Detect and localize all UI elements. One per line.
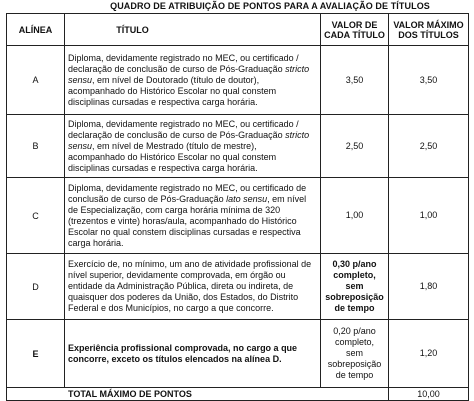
row-valor-max: 1,00: [389, 178, 469, 254]
description-line: sensu, em nível de Doutorado (título de doutor),: [68, 74, 260, 85]
description-line: de Especialização, com carga horária mínima de 320: [68, 204, 281, 215]
table-title: QUADRO DE ATRIBUIÇÃO DE PONTOS PARA A AVALIAÇÃO DE TÍTULOS: [110, 1, 430, 11]
table-row: [7, 320, 469, 388]
description-line: Diploma, devidamente registrado no MEC, ou certificado /: [68, 118, 299, 129]
description-line: conclusão de curso de Pós-Graduação lato sensu, em nível: [68, 193, 307, 204]
row-alinea: D: [7, 254, 65, 320]
description-line: acompanhado do Histórico Escolar no qual constem: [68, 151, 277, 162]
valor-line: sem: [345, 281, 364, 291]
valor-line: completo,: [334, 337, 375, 347]
row-valor-max: 3,50: [389, 46, 469, 115]
valor-line: sem: [345, 348, 363, 358]
valor-line: 0,20 p/ano: [333, 326, 376, 336]
row-valor-max: 2,50: [389, 115, 469, 178]
row-description: [65, 115, 321, 178]
table-body: [7, 46, 469, 401]
valor-line: sobreposição: [327, 359, 382, 369]
row-alinea: A: [7, 46, 65, 115]
valor-line: de tempo: [335, 370, 374, 380]
row-alinea: E: [7, 320, 65, 388]
total-row: [7, 388, 469, 401]
row-alinea: C: [7, 178, 65, 254]
row-alinea: B: [7, 115, 65, 178]
header-titulo-text: TÍTULO: [116, 24, 149, 35]
description-line: acompanhado do Histórico Escolar no qual constem: [68, 85, 277, 96]
table-row: [7, 254, 469, 320]
header-valor-cada: VALOR DE CADA TÍTULO: [321, 14, 389, 46]
description-line: sensu, em nível de Mestrado (título de mestre),: [68, 140, 257, 151]
description-line: disciplinas cursadas e respectiva carga horária.: [68, 96, 258, 107]
row-description: [65, 254, 321, 320]
description-line: concorre, exceto os títulos elencados na alínea D.: [68, 353, 282, 364]
row-valor-cada: 2,50: [321, 115, 389, 178]
table-row: [7, 46, 469, 115]
header-valor-max: VALOR MÁXIMO DOS TÍTULOS: [389, 14, 469, 46]
description-line: Escolar no qual constem disciplinas cursadas e respectiva: [68, 226, 301, 237]
valor-line: sobreposição: [325, 292, 384, 302]
points-table: [6, 13, 469, 401]
header-titulo: [65, 14, 321, 46]
row-valor-cada: 3,50: [321, 46, 389, 115]
description-line: Diploma, devidamente registrado no MEC, ou certificado de: [68, 182, 307, 193]
description-line: (trezentos e vinte) horas/aula, acompanhado do Histórico: [68, 215, 297, 226]
valor-line: completo,: [333, 270, 376, 280]
valor-line: de tempo: [334, 303, 375, 313]
description-line: Exercício de, no mínimo, um ano de atividade profissional de: [68, 259, 312, 269]
table-row: [7, 115, 469, 178]
description-line: Diploma, devidamente registrado no MEC, ou certificado /: [68, 52, 299, 63]
description-line: carga horária.: [68, 237, 124, 248]
row-valor-max: 1,80: [389, 254, 469, 320]
row-description: [65, 46, 321, 115]
description-line: nível superior, devidamente comprovada, em órgão ou: [68, 270, 286, 280]
description-line: entidade da Administração Pública, direta ou indireta, de: [68, 281, 294, 291]
row-description: [65, 320, 321, 388]
row-valor-cada: 1,00: [321, 178, 389, 254]
header-row: [7, 14, 469, 46]
valor-line: 0,30 p/ano: [332, 259, 377, 269]
row-valor-max: 1,20: [389, 320, 469, 388]
description-line: Experiência profissional comprovada, no cargo a que: [68, 342, 298, 353]
total-label: TOTAL MÁXIMO DE PONTOS: [7, 388, 389, 401]
header-alinea: ALÍNEA: [7, 14, 65, 46]
description-line: quaisquer dos poderes da União, dos Estados, do Distrito: [68, 292, 299, 302]
row-valor-cada: [321, 320, 389, 388]
description-line: declaração de conclusão de curso de Pós-Graduação stricto: [68, 63, 310, 74]
table-row: [7, 178, 469, 254]
description-line: Federal e dos Municípios, no cargo a que concorre.: [68, 303, 274, 313]
row-valor-cada: [321, 254, 389, 320]
description-line: declaração de conclusão de curso de Pós-Graduação stricto: [68, 129, 310, 140]
total-value: 10,00: [389, 388, 469, 401]
row-description: [65, 178, 321, 254]
description-line: disciplinas cursadas e respectiva carga horária.: [68, 162, 258, 173]
